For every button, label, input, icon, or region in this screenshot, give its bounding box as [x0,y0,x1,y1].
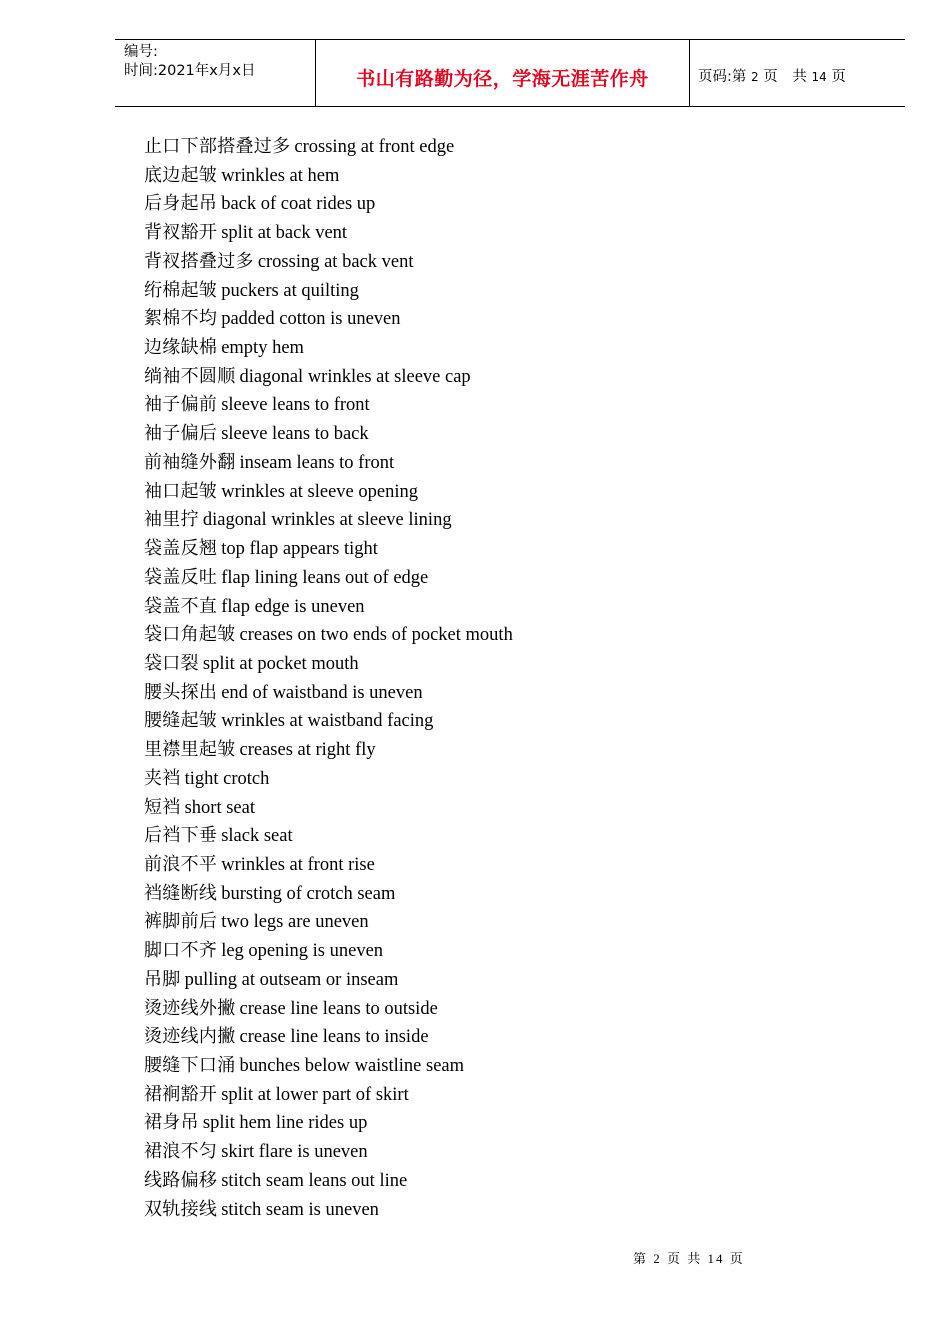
header-meta-cell [115,40,316,106]
term-chinese: 后身起吊 [144,193,218,215]
term-english: crease line leans to outside [239,998,438,1019]
term-chinese: 吊脚 [144,968,181,990]
term-chinese: 袖子偏前 [144,394,218,416]
term-chinese: 袋盖不直 [144,595,218,617]
term-english: flap lining leans out of edge [221,567,429,588]
term-chinese: 脚口不齐 [144,940,218,962]
term-row [144,1138,864,1167]
page-prefix: 页码:第 [698,69,747,85]
term-english: inseam leans to front [239,452,395,473]
term-chinese: 腰头探出 [144,681,218,703]
term-row [144,305,864,334]
term-english: short seat [184,797,255,818]
term-row [144,1196,864,1225]
term-chinese: 止口下部搭叠过多 [144,136,291,157]
term-row [144,679,864,708]
term-chinese: 腰缝下口涌 [144,1055,236,1076]
header-page-info [690,40,905,106]
term-chinese: 袖里拧 [144,509,199,531]
term-chinese: 绗棉起皱 [144,279,218,301]
term-english: diagonal wrinkles at sleeve lining [202,510,452,531]
term-english: stitch seam is uneven [221,1199,379,1220]
term-english: split at pocket mouth [202,653,359,674]
term-row [144,133,864,162]
term-row [144,478,864,507]
term-row [144,535,864,564]
term-row [144,1167,864,1196]
page-current: 2 [751,70,759,84]
term-row [144,564,864,593]
term-row [144,420,864,449]
term-chinese: 里襟里起皱 [144,739,236,761]
term-chinese: 袖子偏后 [144,423,218,445]
term-english: padded cotton is uneven [221,309,401,330]
term-row [144,449,864,478]
page-total-unit: 页 [831,69,846,85]
term-english: top flap appears tight [221,539,378,560]
term-row [144,1052,864,1081]
term-chinese: 裙裥豁开 [144,1083,218,1105]
term-english: puckers at quilting [221,280,359,301]
term-english: bunches below waistline seam [239,1056,465,1076]
term-row [144,162,864,191]
term-row [144,1081,864,1110]
term-chinese: 绱袖不圆顺 [144,365,236,387]
term-chinese: 裙身吊 [144,1112,199,1134]
term-english: crease line leans to inside [239,1027,429,1048]
term-chinese: 袖口起皱 [144,480,218,502]
term-row [144,851,864,880]
term-row [144,277,864,306]
page-unit: 页 [763,69,778,85]
term-row [144,736,864,765]
term-row [144,363,864,392]
term-english: flap edge is uneven [221,596,365,617]
term-chinese: 裆缝断线 [144,882,218,904]
term-english: creases on two ends of pocket mouth [239,625,513,646]
term-english: empty hem [221,338,304,359]
term-english: pulling at outseam or inseam [184,969,399,990]
term-chinese: 底边起皱 [144,164,218,186]
term-chinese: 短裆 [144,796,181,818]
term-english: diagonal wrinkles at sleeve cap [239,366,471,387]
term-row [144,966,864,995]
page-total: 14 [811,70,827,84]
date-label: 时间:2021年x月x日 [124,63,256,79]
term-chinese: 前浪不平 [144,853,218,875]
term-english: wrinkles at hem [221,165,340,186]
term-chinese: 絮棉不均 [144,308,218,330]
term-chinese: 袋盖反翘 [144,538,218,560]
term-chinese: 烫迹线内撇 [144,1026,236,1048]
term-english: sleeve leans to back [221,424,369,445]
term-english: end of waistband is uneven [221,682,423,703]
term-row [144,1023,864,1052]
term-english: two legs are uneven [221,912,369,933]
page-header [115,39,905,107]
term-chinese: 后裆下垂 [144,825,218,847]
term-row [144,707,864,736]
term-english: leg opening is uneven [221,941,384,962]
term-row [144,822,864,851]
term-english: crossing at back vent [257,251,414,272]
term-english: wrinkles at sleeve opening [221,481,418,502]
term-english: crossing at front edge [294,137,455,157]
term-row [144,593,864,622]
term-row [144,765,864,794]
term-row [144,219,864,248]
term-row [144,995,864,1024]
term-chinese: 夹裆 [144,767,181,789]
term-english: tight crotch [184,768,270,789]
term-row [144,908,864,937]
term-chinese: 背衩豁开 [144,222,218,244]
term-list [144,133,864,1224]
term-english: skirt flare is uneven [221,1142,368,1163]
term-english: wrinkles at waistband facing [221,711,434,732]
term-english: sleeve leans to front [221,395,370,416]
term-chinese: 裙浪不匀 [144,1141,218,1163]
term-english: stitch seam leans out line [221,1170,408,1191]
term-row [144,334,864,363]
serial-label: 编号: [124,44,158,60]
term-english: split at back vent [221,223,348,244]
term-english: split at lower part of skirt [221,1084,409,1105]
term-row [144,794,864,823]
term-english: slack seat [221,826,293,847]
term-chinese: 袋口裂 [144,652,199,674]
term-chinese: 边缘缺棉 [144,337,218,359]
term-row [144,248,864,277]
term-row [144,937,864,966]
term-row [144,391,864,420]
term-row [144,506,864,535]
term-english: bursting of crotch seam [221,883,396,904]
term-chinese: 烫迹线外撇 [144,997,236,1019]
term-chinese: 裤脚前后 [144,911,218,933]
term-chinese: 袋口角起皱 [144,624,236,646]
term-chinese: 前袖缝外翻 [144,451,236,473]
term-row [144,621,864,650]
term-row [144,190,864,219]
term-row [144,650,864,679]
term-chinese: 背衩搭叠过多 [144,250,254,272]
term-english: wrinkles at front rise [221,854,375,875]
term-chinese: 双轨接线 [144,1198,218,1220]
page-footer: 第 2 页 共 14 页 [633,1251,745,1266]
header-motto: 书山有路勤为径，学海无涯苦作舟 [316,40,690,106]
term-english: split hem line rides up [202,1113,368,1134]
term-chinese: 线路偏移 [144,1169,218,1191]
term-english: back of coat rides up [221,194,376,215]
term-chinese: 袋盖反吐 [144,566,218,588]
term-row [144,1109,864,1138]
term-english: creases at right fly [239,740,376,761]
page-total-prefix: 共 [792,69,807,85]
term-row [144,880,864,909]
term-chinese: 腰缝起皱 [144,710,218,732]
